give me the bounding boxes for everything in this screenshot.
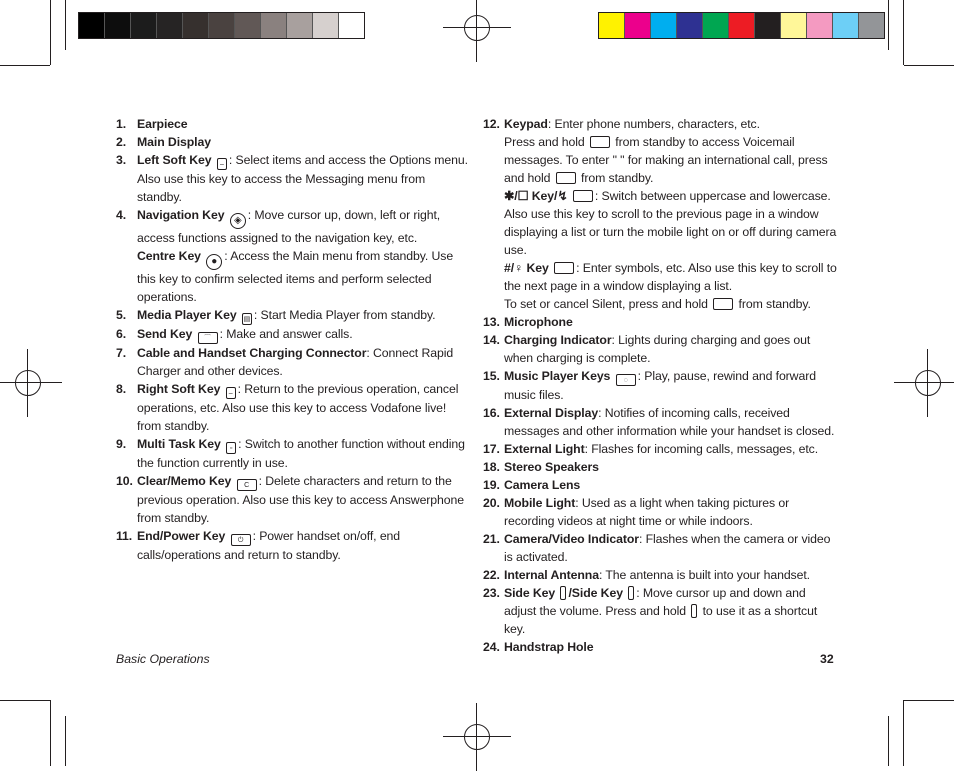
list-item: 4. Navigation Key ◈ : Move cursor up, down, left or right, access functions assigned to the navigation key, etc. Centre Key ● : Access the Main menu from standby. Use this key to confirm selected items and perform selected operations.	[116, 208, 454, 304]
list-item: 1. Earpiece	[116, 117, 188, 131]
colour-swatch	[209, 13, 235, 38]
colour-swatch	[625, 13, 651, 38]
list-item: 12. Keypad: Enter phone numbers, characters, etc. Press and hold from standby to access Voicemail messages. To enter " " for making an international call, press and hold from standby. ✱/☐ Key/↯ : Switch between uppercase and lowercase. Also use this key to scroll to the previous page in a window displaying a list or turn the mobile light on or off during camera use. #/♀ Key : Enter symbols, etc. Also use this key to scroll to the next page in a window displaying a list. To set or cancel Silent, press and hold from standby.	[483, 117, 837, 311]
crop-mark	[888, 0, 889, 50]
left-soft-key-icon: –	[217, 158, 227, 170]
side-key-up-icon	[691, 604, 697, 618]
colour-swatch	[729, 13, 755, 38]
right-soft-key-icon: –	[226, 387, 236, 399]
registration-mark	[910, 365, 946, 401]
colour-swatch	[781, 13, 807, 38]
list-item: 19. Camera Lens	[483, 478, 581, 492]
list-item: 18. Stereo Speakers	[483, 460, 599, 474]
colour-swatch	[313, 13, 339, 38]
colour-swatch	[859, 13, 884, 38]
end-power-key-icon: ⏻	[231, 534, 251, 546]
list-item: 14. Charging Indicator: Lights during charging and goes out when charging is complete.	[483, 333, 811, 365]
multi-task-key-icon: ▫	[226, 442, 236, 454]
registration-mark	[10, 365, 46, 401]
colour-swatch	[703, 13, 729, 38]
colour-swatch	[677, 13, 703, 38]
list-item: 8. Right Soft Key – : Return to the previous operation, cancel operations, etc. Also use this key to access Vodafone live! from standby.	[116, 382, 459, 433]
colour-swatch	[183, 13, 209, 38]
crop-mark	[903, 0, 904, 65]
list-item: 2. Main Display	[116, 135, 211, 149]
list-item: 11. End/Power Key ⏻ : Power handset on/off, end calls/operations and return to standby.	[116, 529, 401, 562]
section-footer: Basic Operations	[116, 652, 210, 666]
hash-key-icon	[554, 262, 574, 274]
list-item: 9. Multi Task Key ▫ : Switch to another function without ending the function currently in use.	[116, 437, 465, 470]
list-item: 16. External Display: Notifies of incoming calls, received messages and other information while your handset is closed.	[483, 406, 835, 438]
colour-swatch	[599, 13, 625, 38]
zero-key-icon	[556, 172, 576, 184]
crop-mark	[903, 700, 904, 766]
list-item: 23. Side Key /Side Key : Move cursor up and down and adjust the volume. Press and hold to use it as a shortcut key.	[483, 586, 818, 636]
crop-mark	[904, 65, 954, 66]
colour-swatch	[79, 13, 105, 38]
side-key-up-icon	[560, 586, 566, 600]
crop-mark	[904, 700, 954, 701]
list-item: 6. Send Key ⌒ : Make and answer calls.	[116, 327, 353, 342]
hash-key-icon	[713, 298, 733, 310]
crop-mark	[65, 0, 66, 50]
right-column	[483, 115, 841, 656]
list-item: 21. Camera/Video Indicator: Flashes when the camera or video is activated.	[483, 532, 831, 564]
colour-swatch	[755, 13, 781, 38]
colour-swatch	[651, 13, 677, 38]
list-item: 20. Mobile Light: Used as a light when taking pictures or recording videos at night time or while indoors.	[483, 496, 790, 528]
list-item: 7. Cable and Handset Charging Connector: Connect Rapid Charger and other devices.	[116, 346, 454, 378]
crop-mark	[50, 0, 51, 65]
colour-swatch	[235, 13, 261, 38]
crop-mark	[888, 716, 889, 766]
send-key-icon: ⌒	[198, 332, 218, 344]
voicemail-key-icon	[590, 136, 610, 148]
registration-mark	[459, 10, 495, 46]
colour-swatch	[261, 13, 287, 38]
star-key-icon	[573, 190, 593, 202]
centre-key-icon: ●	[206, 254, 222, 270]
navigation-key-icon: ◈	[230, 213, 246, 229]
list-item: 15. Music Player Keys ◌ : Play, pause, rewind and forward music files.	[483, 369, 816, 402]
colour-swatch	[339, 13, 364, 38]
side-key-down-icon	[628, 586, 634, 600]
list-item: 10. Clear/Memo Key C : Delete characters and return to the previous operation. Also use this key to access Answerphone from standby.	[116, 474, 464, 525]
colour-swatch	[131, 13, 157, 38]
colour-swatch	[807, 13, 833, 38]
crop-mark	[65, 716, 66, 766]
crop-mark	[0, 65, 50, 66]
colour-swatch	[287, 13, 313, 38]
list-item: 13. Microphone	[483, 315, 573, 329]
clear-memo-key-icon: C	[237, 479, 257, 491]
crop-mark	[50, 700, 51, 766]
crop-mark	[0, 700, 50, 701]
process-colour-bar	[598, 12, 885, 39]
list-item: 5. Media Player Key ▤ : Start Media Player from standby.	[116, 308, 436, 323]
left-column	[116, 115, 472, 564]
list-item: 17. External Light: Flashes for incoming calls, messages, etc.	[483, 442, 819, 456]
list-item: 3. Left Soft Key – : Select items and access the Options menu. Also use this key to access the Messaging menu from standby.	[116, 153, 468, 204]
page-number: 32	[820, 652, 834, 666]
list-item: 22. Internal Antenna: The antenna is built into your handset.	[483, 568, 810, 582]
colour-swatch	[833, 13, 859, 38]
colour-swatch	[157, 13, 183, 38]
music-player-keys-icon: ◌	[616, 374, 636, 386]
list-item: 24. Handstrap Hole	[483, 640, 594, 654]
grayscale-colour-bar	[78, 12, 365, 39]
registration-mark	[459, 719, 495, 755]
media-player-key-icon: ▤	[242, 313, 252, 325]
colour-swatch	[105, 13, 131, 38]
